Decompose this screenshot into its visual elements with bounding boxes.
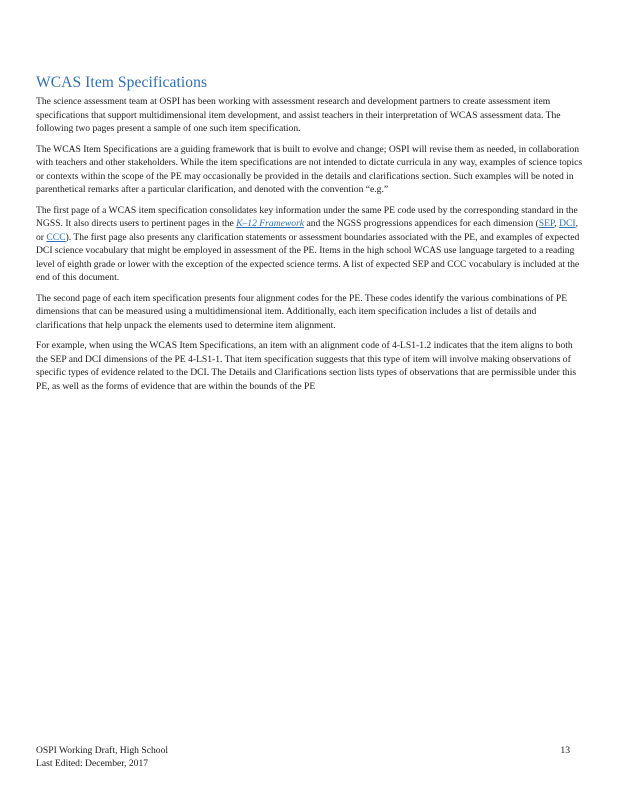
separator-text: ,	[554, 218, 560, 229]
paragraph-text: and the NGSS progressions appendices for each dimension (	[304, 218, 539, 229]
k12-framework-link[interactable]: K–12 Framework	[236, 218, 305, 229]
separator-text: , or	[36, 218, 578, 243]
footer-draft-label: OSPI Working Draft, High School	[36, 745, 169, 756]
paragraph-text: ). The first page also presents any clarification statements or assessment boundaries associated with the PE, and examples of expected DCI science vocabulary that might be employed in assessment of the PE. Items in the high school WCAS use language targeted to a reading level of eighth grade or lower with the exception of the expected science terms. A list of expected SEP and CCC vocabulary is included at the end of this document.	[36, 231, 580, 283]
section-heading: WCAS Item Specifications	[36, 74, 208, 91]
page-footer	[36, 744, 570, 770]
paragraph-first-page	[36, 204, 584, 285]
paragraph-intro: The science assessment team at OSPI has been working with assessment research and development partners to create assessment item specifications that support multidimensional item development, and assist teachers in their interpretation of WCAS assessment data. The following two pages present a sample of one such item specification.	[36, 96, 561, 134]
paragraph-text: The first page of a WCAS item specification consolidates key information under the same PE code used by the corresponding standard in the NGSS. It also directs users to pertinent pages in the	[36, 204, 578, 229]
paragraph-example: For example, when using the WCAS Item Specifications, an item with an alignment code of 4-LS1-1.2 indicates that the item aligns to both the SEP and DCI dimensions of the PE 4-LS1-1. That item specification suggests that this type of item will involve making observations of specific types of evidence related to the DCI. The Details and Clarifications section lists types of observations that are permissible under this PE, as well as the forms of evidence that are within the bounds of the PE	[36, 340, 577, 392]
footer-left	[36, 744, 168, 770]
page-number: 13	[560, 745, 570, 756]
sep-link[interactable]: SEP	[538, 218, 555, 229]
dci-link[interactable]: DCI	[559, 218, 576, 229]
paragraph-framework: The WCAS Item Specifications are a guiding framework that is built to evolve and change; OSPI will revise them as needed, in collaboration with teachers and other stakeholders. While the item specifications are not intended to dictate curricula in any way, examples of science topics or contexts within the scope of the PE may occasionally be provided in the details and clarifications section. Such examples will be noted in parenthetical remarks after a particular clarification, and denoted with the convention “e.g.”	[36, 143, 583, 195]
footer-edited-date: Last Edited: December, 2017	[36, 758, 149, 769]
page-content	[36, 74, 584, 400]
paragraph-second-page: The second page of each item specification presents four alignment codes for the PE. These codes identify the various combinations of PE dimensions that can be measured using a multidimensional item. Additionally, each item specification includes a list of details and clarifications that help unpack the elements used to determine item alignment.	[36, 292, 568, 331]
ccc-link[interactable]: CCC	[46, 231, 66, 243]
